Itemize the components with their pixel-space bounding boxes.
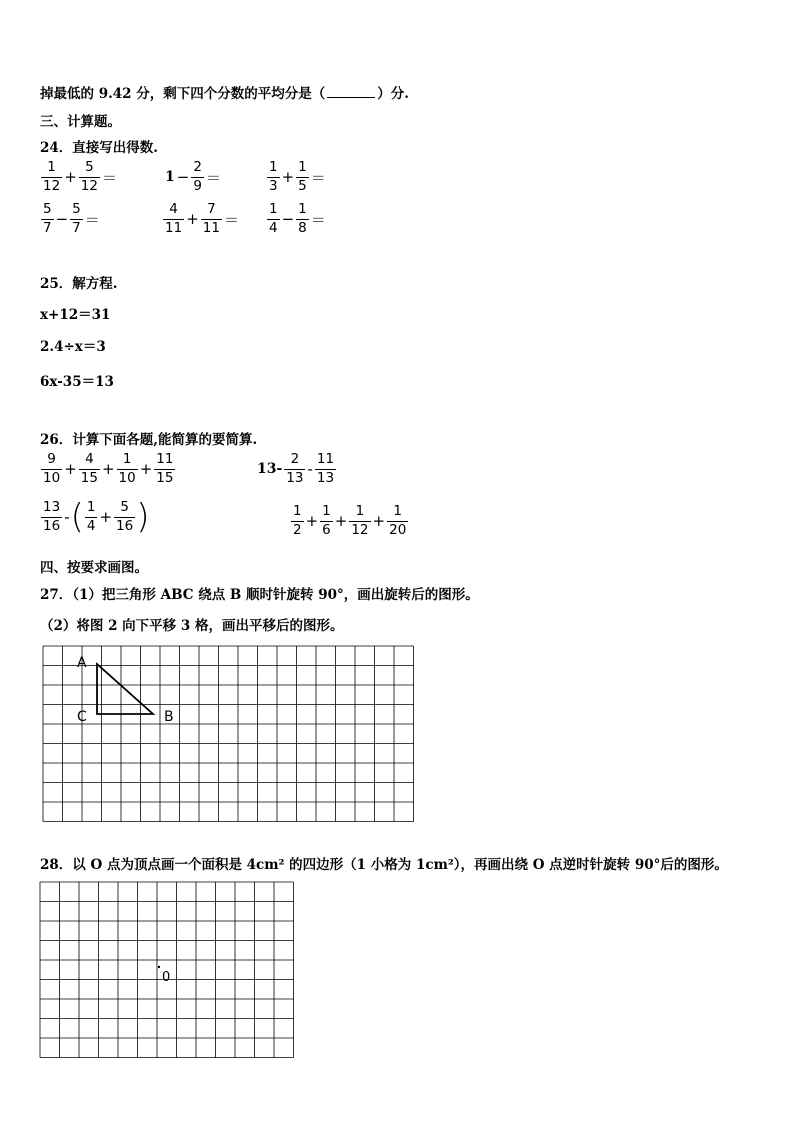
numerator: 1 xyxy=(298,201,307,217)
expr-lead: 13- xyxy=(257,461,283,478)
q27-line-1: 27．（1）把三角形 ABC 绕点 B 顺时针旋转 90°，画出旋转后的图形。 xyxy=(40,587,479,603)
operator: + xyxy=(99,508,113,527)
numerator: 1 xyxy=(293,503,302,519)
operator: + xyxy=(334,512,348,531)
denominator: 9 xyxy=(193,177,202,194)
numerator: 4 xyxy=(85,451,94,467)
denominator: 15 xyxy=(156,469,174,486)
operator: + xyxy=(101,460,115,479)
numerator: 5 xyxy=(120,499,129,515)
numerator: 5 xyxy=(72,201,81,217)
q27-grid[interactable] xyxy=(43,646,414,822)
q27-line-2: （2）将图 2 向下平移 3 格，画出平移后的图形。 xyxy=(40,618,344,634)
q23-text-after: ）分. xyxy=(377,86,409,102)
denominator: 13 xyxy=(286,469,304,486)
numerator: 1 xyxy=(355,503,365,519)
denominator: 2 xyxy=(293,521,302,538)
operator: + xyxy=(64,460,77,479)
denominator: 7 xyxy=(43,219,52,236)
denominator: 12 xyxy=(80,177,98,194)
parenthesis: ) xyxy=(136,497,150,538)
expr-lead: 1 xyxy=(165,169,175,186)
operator: + xyxy=(139,460,153,479)
denominator: 20 xyxy=(389,521,407,538)
denominator: 7 xyxy=(72,219,81,236)
q25-title: 25．解方程. xyxy=(40,276,118,292)
denominator: 4 xyxy=(86,517,96,534)
operator: + xyxy=(372,512,386,531)
denominator: 10 xyxy=(43,469,61,486)
operator: + xyxy=(281,168,295,187)
point-o xyxy=(158,966,160,968)
vertex-b-label: B xyxy=(164,709,174,725)
denominator: 6 xyxy=(322,521,331,538)
denominator: 3 xyxy=(269,177,278,194)
denominator: 8 xyxy=(298,219,307,236)
numerator: 7 xyxy=(207,201,216,217)
denominator: 12 xyxy=(351,521,369,538)
denominator: 12 xyxy=(43,177,61,194)
numerator: 5 xyxy=(43,201,52,217)
operator: + xyxy=(186,210,199,229)
numerator: 2 xyxy=(193,159,202,175)
operator: + xyxy=(64,168,77,187)
denominator: 16 xyxy=(116,517,134,534)
numerator: 1 xyxy=(298,159,307,175)
equation-1: x+12＝31 xyxy=(40,307,111,323)
parenthesis: ( xyxy=(70,497,84,538)
section-3-title: 三、计算题。 xyxy=(40,114,121,130)
q28-text: 28．以 O 点为顶点画一个面积是 4cm² 的四边形（1 小格为 1cm²），再画出绕 O 点逆时针旋转 90°后的图形。 xyxy=(40,857,728,873)
numerator: 1 xyxy=(47,159,56,175)
denominator: 11 xyxy=(202,219,220,236)
operator: − xyxy=(281,210,295,229)
numerator: 5 xyxy=(85,159,94,175)
operator: - xyxy=(307,460,313,479)
operator: ＝ xyxy=(310,210,326,229)
operator: − xyxy=(176,168,190,187)
denominator: 13 xyxy=(316,469,335,486)
operator: − xyxy=(55,210,69,229)
q23-text-before: 掉最低的 9.42 分，剩下四个分数的平均分是（ xyxy=(40,86,326,102)
operator: ＝ xyxy=(205,168,221,187)
operator: + xyxy=(305,512,319,531)
operator: ＝ xyxy=(101,168,117,187)
denominator: 10 xyxy=(118,469,136,486)
numerator: 2 xyxy=(290,451,300,467)
denominator: 16 xyxy=(43,517,61,534)
triangle-abc xyxy=(97,664,153,714)
numerator: 11 xyxy=(316,451,335,467)
q24-title: 24．直接写出得数. xyxy=(40,140,158,156)
operator: - xyxy=(64,508,70,527)
vertex-a-label: A xyxy=(77,655,87,671)
denominator: 4 xyxy=(269,219,278,236)
vertex-c-label: C xyxy=(77,709,87,725)
equation-2: 2.4÷x＝3 xyxy=(40,339,106,355)
numerator: 13 xyxy=(43,499,61,515)
numerator: 1 xyxy=(122,451,132,467)
numerator: 1 xyxy=(393,503,402,519)
numerator: 1 xyxy=(269,201,278,217)
denominator: 5 xyxy=(298,177,307,194)
numerator: 11 xyxy=(156,451,174,467)
equation-3: 6x-35＝13 xyxy=(40,374,114,390)
point-o-label: 0 xyxy=(162,970,171,985)
section-4-title: 四、按要求画图。 xyxy=(40,560,148,576)
numerator: 1 xyxy=(269,159,278,175)
denominator: 15 xyxy=(80,469,98,486)
operator: ＝ xyxy=(223,210,239,229)
denominator: 11 xyxy=(165,219,183,236)
q26-title: 26．计算下面各题,能简算的要简算. xyxy=(40,432,258,448)
operator: ＝ xyxy=(84,210,100,229)
numerator: 4 xyxy=(169,201,178,217)
numerator: 1 xyxy=(86,499,96,515)
operator: ＝ xyxy=(310,168,326,187)
numerator: 1 xyxy=(322,503,331,519)
numerator: 9 xyxy=(47,451,56,467)
